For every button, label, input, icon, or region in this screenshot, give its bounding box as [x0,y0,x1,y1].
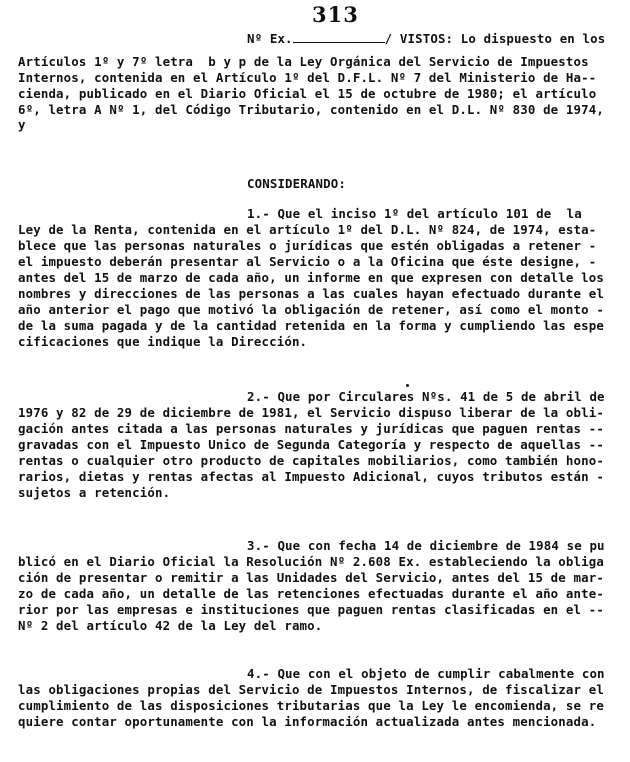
section1-first-line: 1.- Que el inciso 1º del artículo 101 de la [247,206,582,221]
intro-line: Internos, contenida en el Artículo 1º del D.F.L. Nº 7 del Ministerio de Ha-- [18,70,597,85]
ex-number-blank [293,32,385,43]
section2-line: gación antes citada a las personas naturales y jurídicas que paguen rentas -- [18,421,604,436]
section3-line: zo de cada año, un detalle de las retenciones efectuadas durante el año ante- [18,586,604,601]
section3-first-line: 3.- Que con fecha 14 de diciembre de 1984 se pu [247,538,605,553]
section3-line: Nº 2 del artículo 42 de la Ley del ramo. [18,618,323,633]
section2-line: gravadas con el Impuesto Unico de Segunda Categoría y respecto de aquellas -- [18,437,604,452]
vistos-text: / VISTOS: Lo dispuesto en los [384,31,606,46]
section3-line: ción de presentar o remitir a las Unidades del Servicio, antes del 15 de mar- [18,570,604,585]
section3-line: blicó en el Diario Oficial la Resolución Nº 2.608 Ex. estableciendo la obliga [18,554,604,569]
section1-line: el impuesto deberán presentar al Servicio o a la Oficina que éste designe, - [18,254,597,269]
ex-label: Nº Ex. [247,31,293,46]
section2-line: 1976 y 82 de 29 de diciembre de 1981, el Servicio dispuso liberar de la obli- [18,405,604,420]
speck-mark [406,384,409,387]
section2-line: sujetos a retención. [18,485,171,500]
section1-line: blece que las personas naturales o jurídicas que estén obligadas a retener - [18,238,597,253]
intro-line: Artículos 1º y 7º letra b y p de la Ley Orgánica del Servicio de Impuestos [18,54,589,69]
section4-line: cumplimiento de las disposiciones tributarias que la Ley le encomienda, se re [18,698,604,713]
section2-line: rarios, dietas y rentas afectas al Impuesto Adicional, cuyos tributos están - [18,469,604,484]
considerando-heading: CONSIDERANDO: [247,176,346,191]
section2-first-line: 2.- Que por Circulares Nºs. 41 de 5 de abril de [247,389,605,404]
section1-line: año anterior el pago que motivó la obligación de retener, así como el monto - [18,302,604,317]
section1-line: Ley de la Renta, contenida en el artículo 1º del D.L. Nº 824, de 1974, esta- [18,222,597,237]
section4-line: las obligaciones propias del Servicio de Impuestos Internos, de fiscalizar el [18,682,604,697]
intro-line: cienda, publicado en el Diario Oficial el 15 de octubre de 1980; el artículo [18,86,597,101]
section3-line: rior por las empresas e instituciones que paguen rentas clasificadas en el -- [18,602,604,617]
section4-first-line: 4.- Que con el objeto de cumplir cabalmente con [247,666,605,681]
section1-line: de la suma pagada y de la cantidad retenida en la forma y cumpliendo las espe [18,318,604,333]
page-number: 313 [312,2,359,27]
intro-line: y [18,117,26,132]
section1-line: nombres y direcciones de las personas a las cuales hayan efectuado durante el [18,286,604,301]
intro-line: 6º, letra A Nº 1, del Código Tributario, contenido en el D.L. Nº 830 de 1974, [18,102,604,117]
header-line [247,31,605,47]
section4-line: quiere contar oportunamente con la información actualizada antes mencionada. [18,714,597,729]
section1-line: cificaciones que indique la Dirección. [18,334,308,349]
section2-line: rentas o cualquier otro producto de capitales mobiliarios, como también hono- [18,453,604,468]
section1-line: antes del 15 de marzo de cada año, un informe en que expresen con detalle los [18,270,604,285]
